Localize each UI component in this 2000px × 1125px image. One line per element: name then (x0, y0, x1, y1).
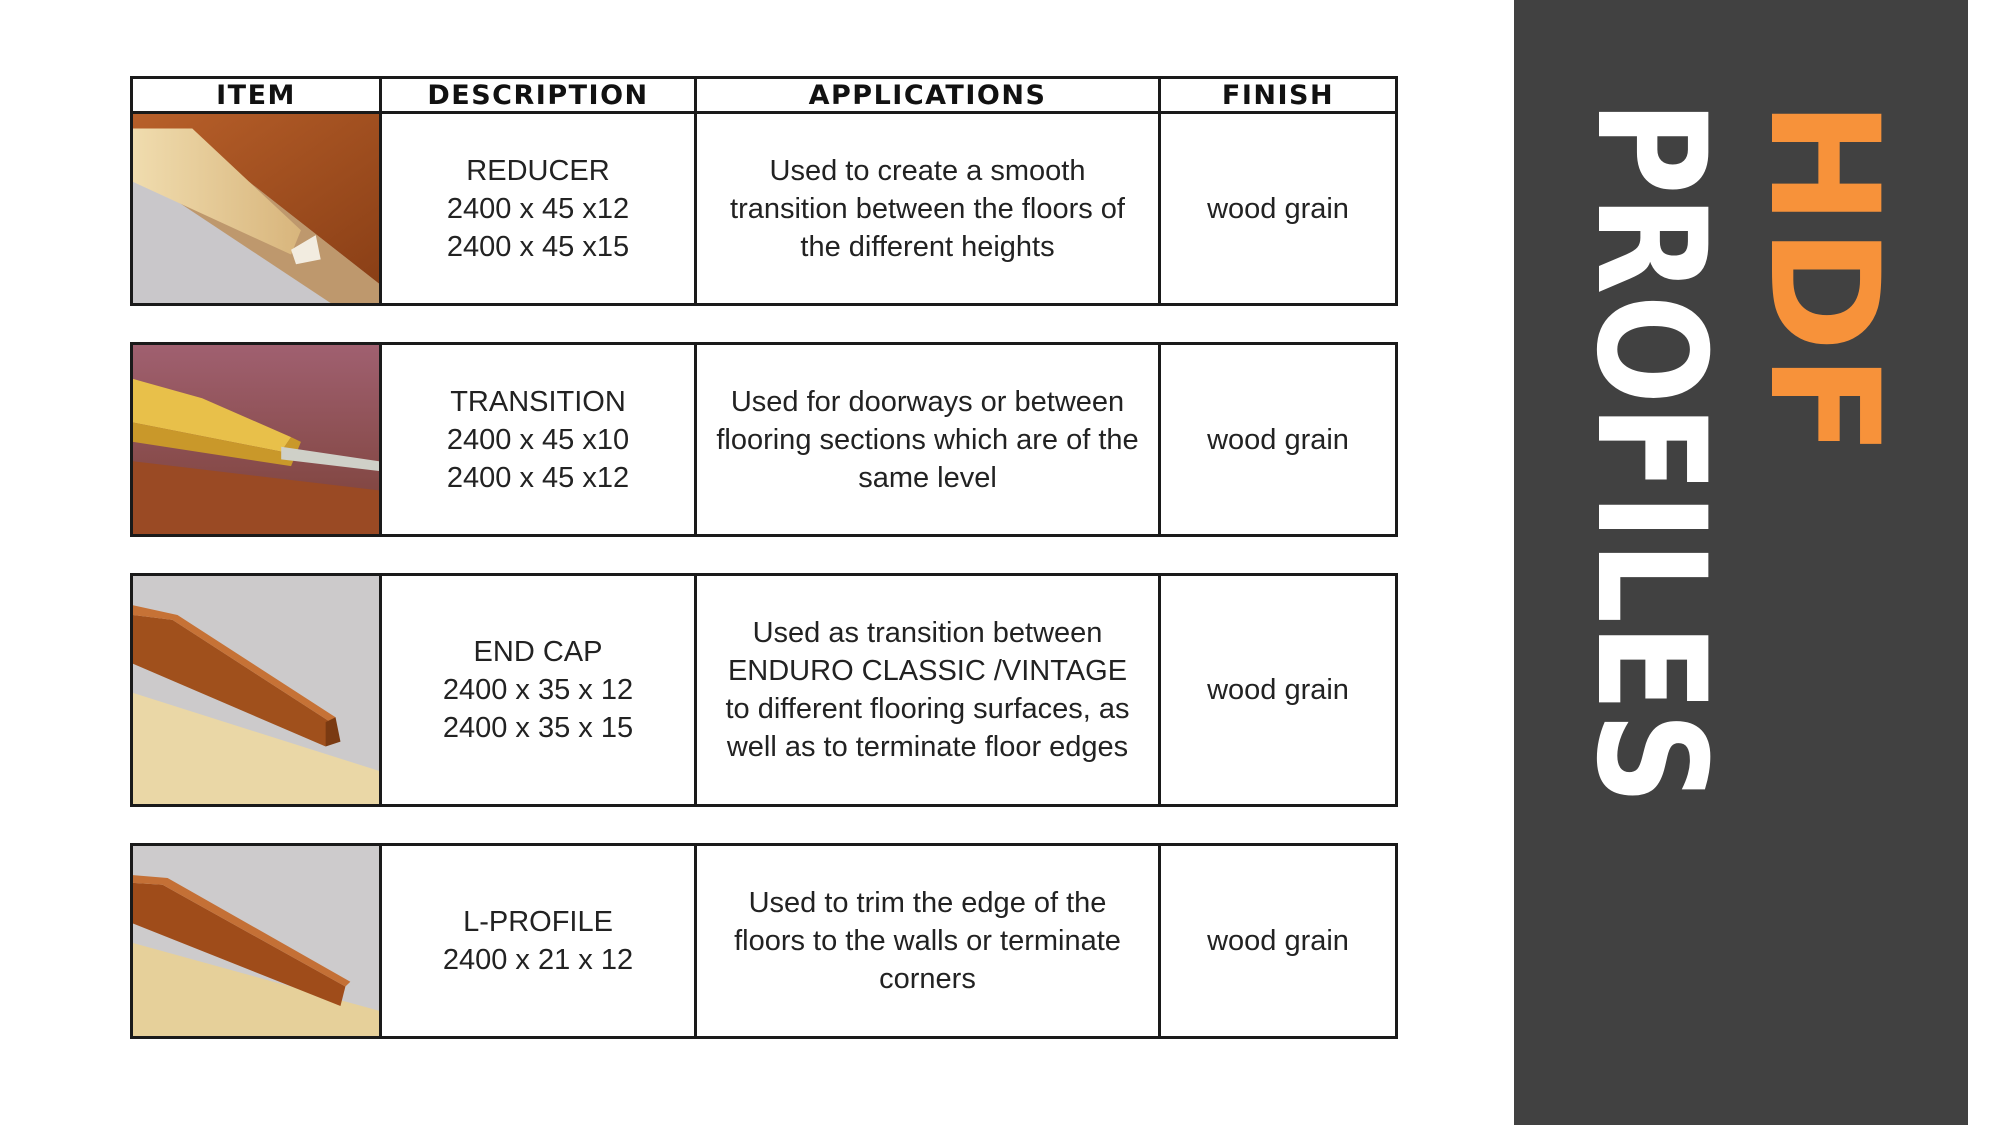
reducer-finish: wood grain (1207, 192, 1349, 225)
profiles-table (130, 76, 1398, 1039)
l-profile-photo (133, 846, 382, 1036)
end-cap-description: END CAP 2400 x 35 x 12 2400 x 35 x 15 (382, 576, 697, 804)
l-profile-finish: wood grain (1207, 925, 1349, 957)
transition-profile-photo-icon (133, 345, 379, 534)
transition-description: TRANSITION 2400 x 45 x10 2400 x 45 x12 (382, 345, 697, 534)
l-profile-applications: Used to trim the edge of the floors to the walls or terminate corners (697, 846, 1161, 1036)
reducer-profile-photo-icon (133, 114, 379, 303)
header-finish: FINISH (1221, 79, 1335, 111)
table-row (130, 342, 1398, 537)
transition-photo (133, 345, 382, 534)
side-title (1514, 0, 1968, 1125)
table-row (130, 111, 1398, 306)
transition-applications: Used for doorways or between flooring sections which are of the same level (697, 345, 1161, 534)
header-description: DESCRIPTION (382, 79, 697, 111)
title-profiles: PROFILES (1563, 100, 1737, 918)
l-profile-description: L-PROFILE 2400 x 21 x 12 (382, 846, 697, 1036)
reducer-applications: Used to create a smooth transition between the floors of the different heights (697, 114, 1161, 303)
end-cap-photo (133, 576, 382, 804)
end-cap-finish: wood grain (1207, 674, 1349, 706)
table-row (130, 843, 1398, 1039)
end-cap-applications: Used as transition between ENDURO CLASSIC /VINTAGE to different flooring surfaces, as well as to terminate floor edges (697, 576, 1161, 804)
l-profile-photo-icon (133, 846, 379, 1036)
table-header (130, 76, 1398, 114)
reducer-photo (133, 114, 382, 303)
reducer-description: REDUCER 2400 x 45 x12 2400 x 45 x15 (382, 114, 697, 303)
end-cap-profile-photo-icon (133, 576, 379, 804)
transition-finish: wood grain (1207, 423, 1349, 456)
side-title-panel (1514, 0, 1968, 1125)
title-hdf: HDF (1736, 100, 1910, 459)
header-item: ITEM (133, 79, 382, 111)
header-applications: APPLICATIONS (697, 79, 1161, 111)
table-row (130, 573, 1398, 807)
